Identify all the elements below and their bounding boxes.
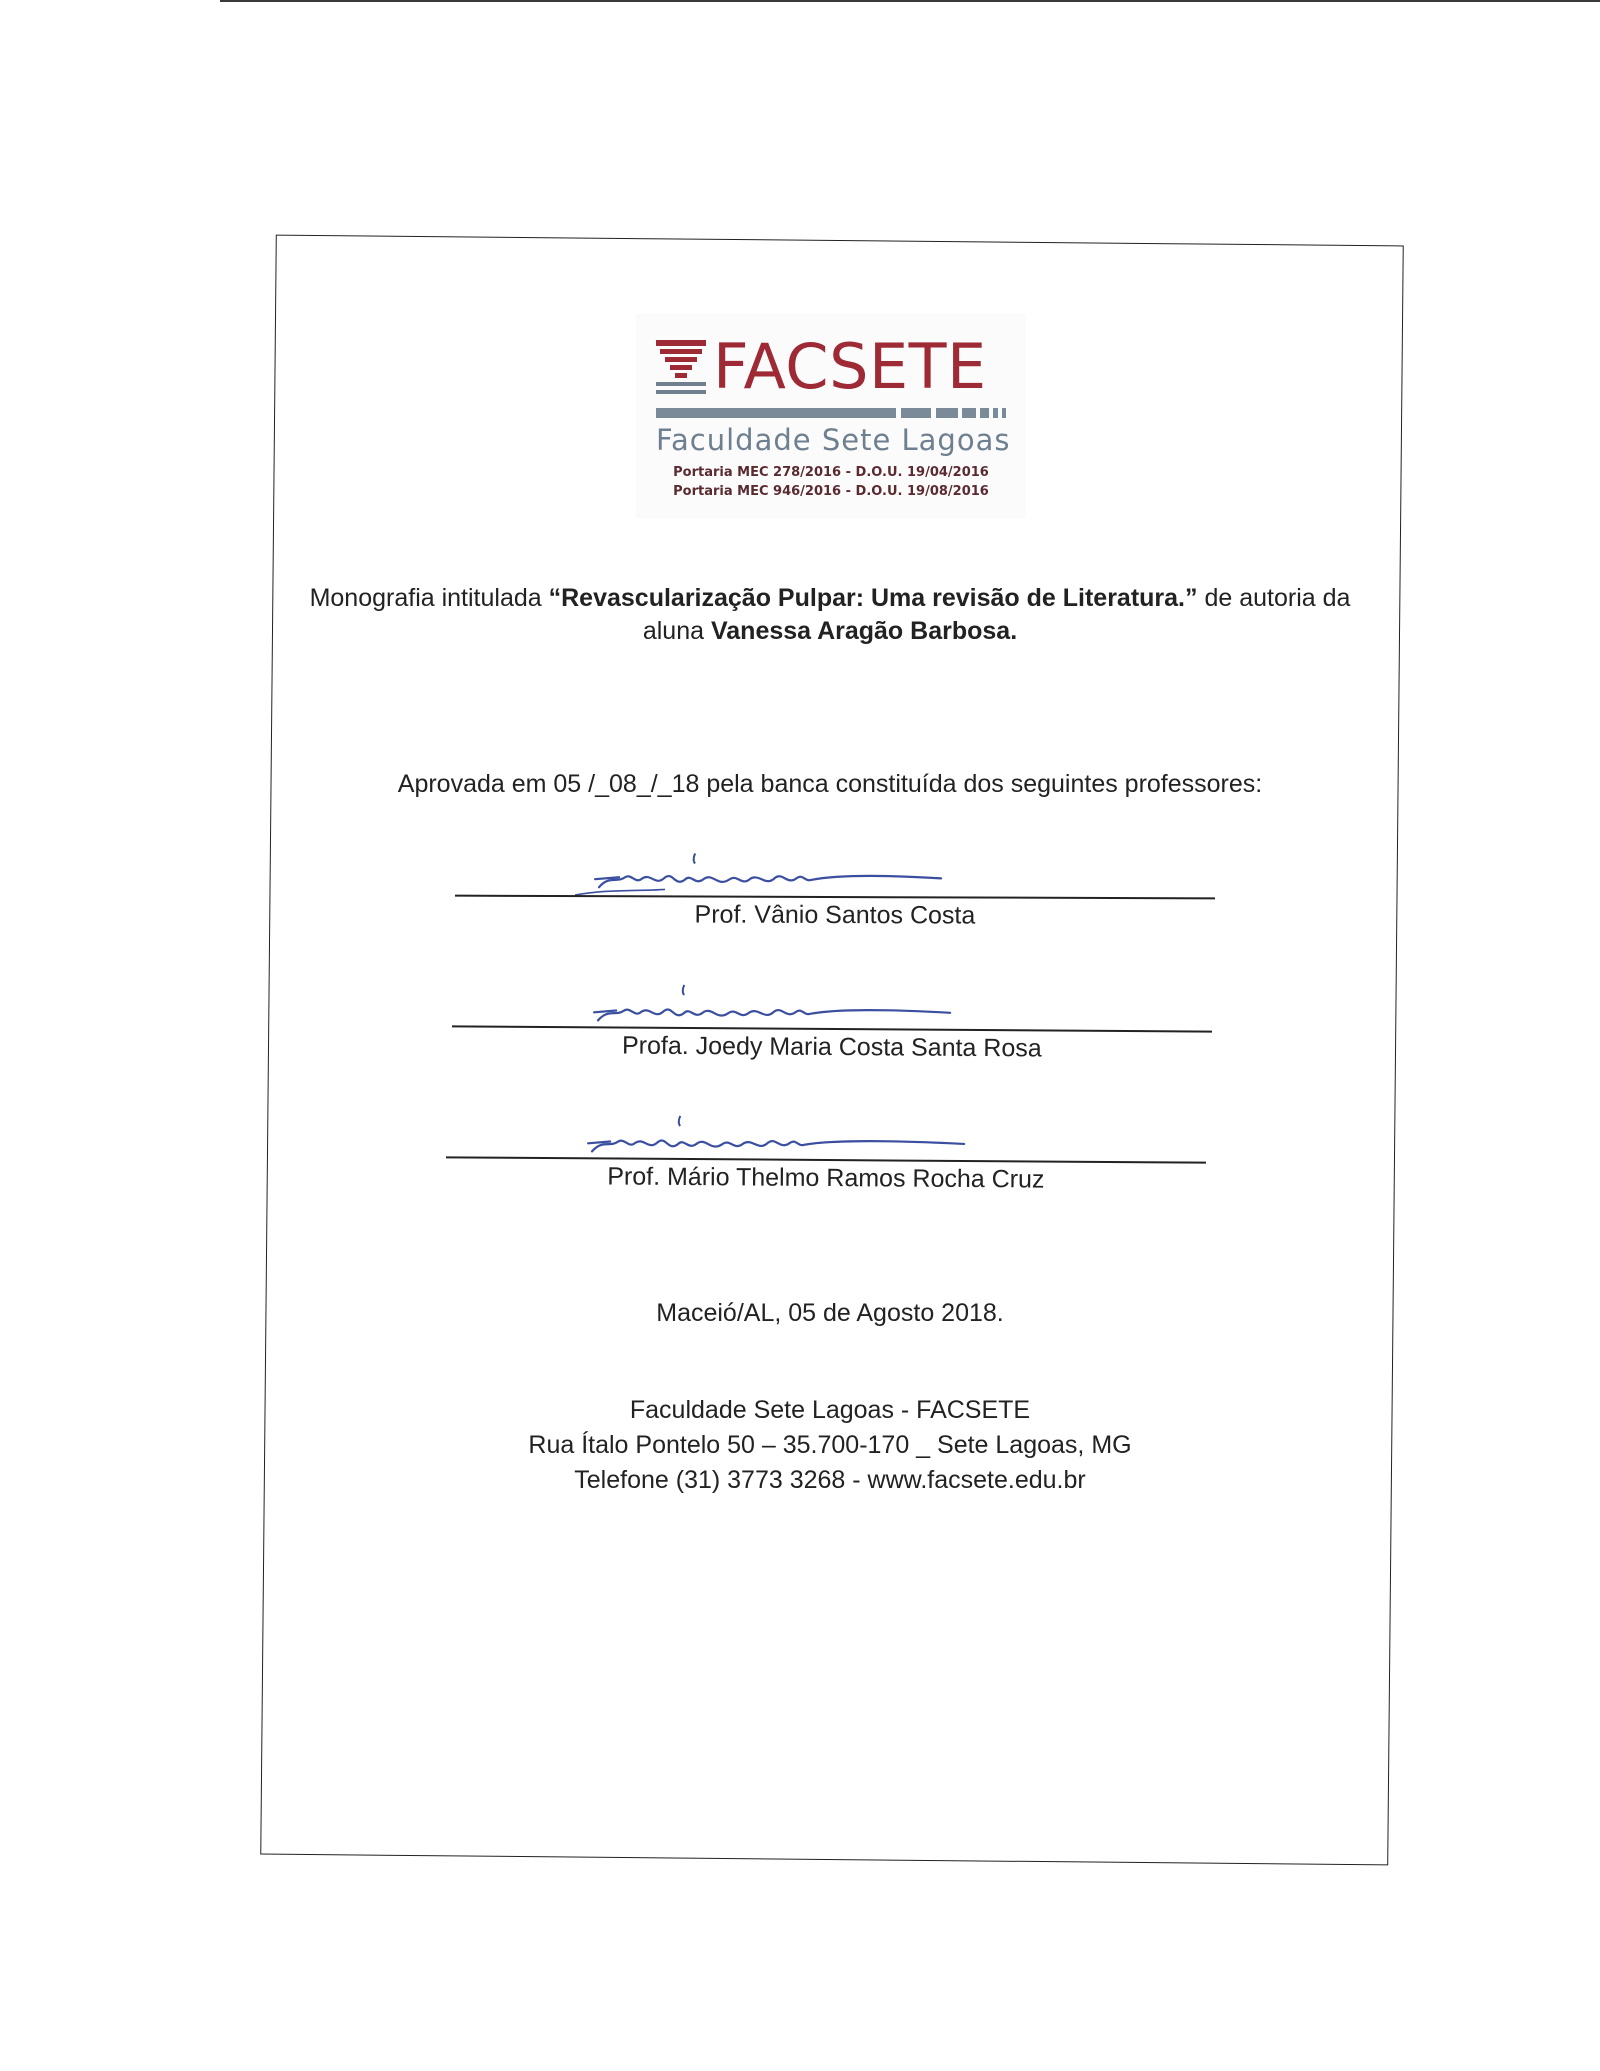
facsete-emblem-icon <box>656 340 706 396</box>
logo-portaria-2: Portaria MEC 946/2016 - D.O.U. 19/08/2016 <box>673 484 989 499</box>
examiner-name: Profa. Joedy Maria Costa Santa Rosa <box>621 1031 1042 1063</box>
monograph-middle: de autoria da aluna <box>642 584 1351 645</box>
examiner-signature-block <box>452 981 1213 1076</box>
logo-wordmark: FACSETE <box>713 330 987 403</box>
monograph-title: “Revascularização Pulpar: Uma revisão de Literatura.” <box>548 584 1198 612</box>
examiner-signature-block <box>455 851 1215 944</box>
footer-institution-name: Faculdade Sete Lagoas - FACSETE <box>629 1396 1031 1424</box>
monograph-prefix: Monografia intitulada <box>309 584 549 612</box>
approval-statement: Aprovada em 05 /_08_/_18 pela banca constituída dos seguintes professores: <box>397 770 1263 798</box>
footer-contact: Telefone (31) 3773 3268 - www.facsete.edu.br <box>574 1466 1086 1494</box>
examiner-signature-block <box>446 1112 1207 1207</box>
place-and-date: Maceió/AL, 05 de Agosto 2018. <box>656 1299 1004 1327</box>
logo-divider-bar <box>656 408 1006 418</box>
monograph-statement <box>300 582 1360 648</box>
institution-footer <box>300 1393 1360 1498</box>
logo-subtitle: Faculdade Sete Lagoas <box>656 423 1011 457</box>
logo-portaria-1: Portaria MEC 278/2016 - D.O.U. 19/04/2016 <box>673 465 989 480</box>
footer-address: Rua Ítalo Pontelo 50 – 35.700-170 _ Sete Lagoas, MG <box>528 1431 1132 1459</box>
examiner-name: Prof. Mário Thelmo Ramos Rocha Cruz <box>607 1162 1045 1194</box>
examiner-name: Prof. Vânio Santos Costa <box>694 900 976 930</box>
facsete-logo <box>636 314 1026 518</box>
monograph-author: Vanessa Aragão Barbosa. <box>710 617 1018 645</box>
